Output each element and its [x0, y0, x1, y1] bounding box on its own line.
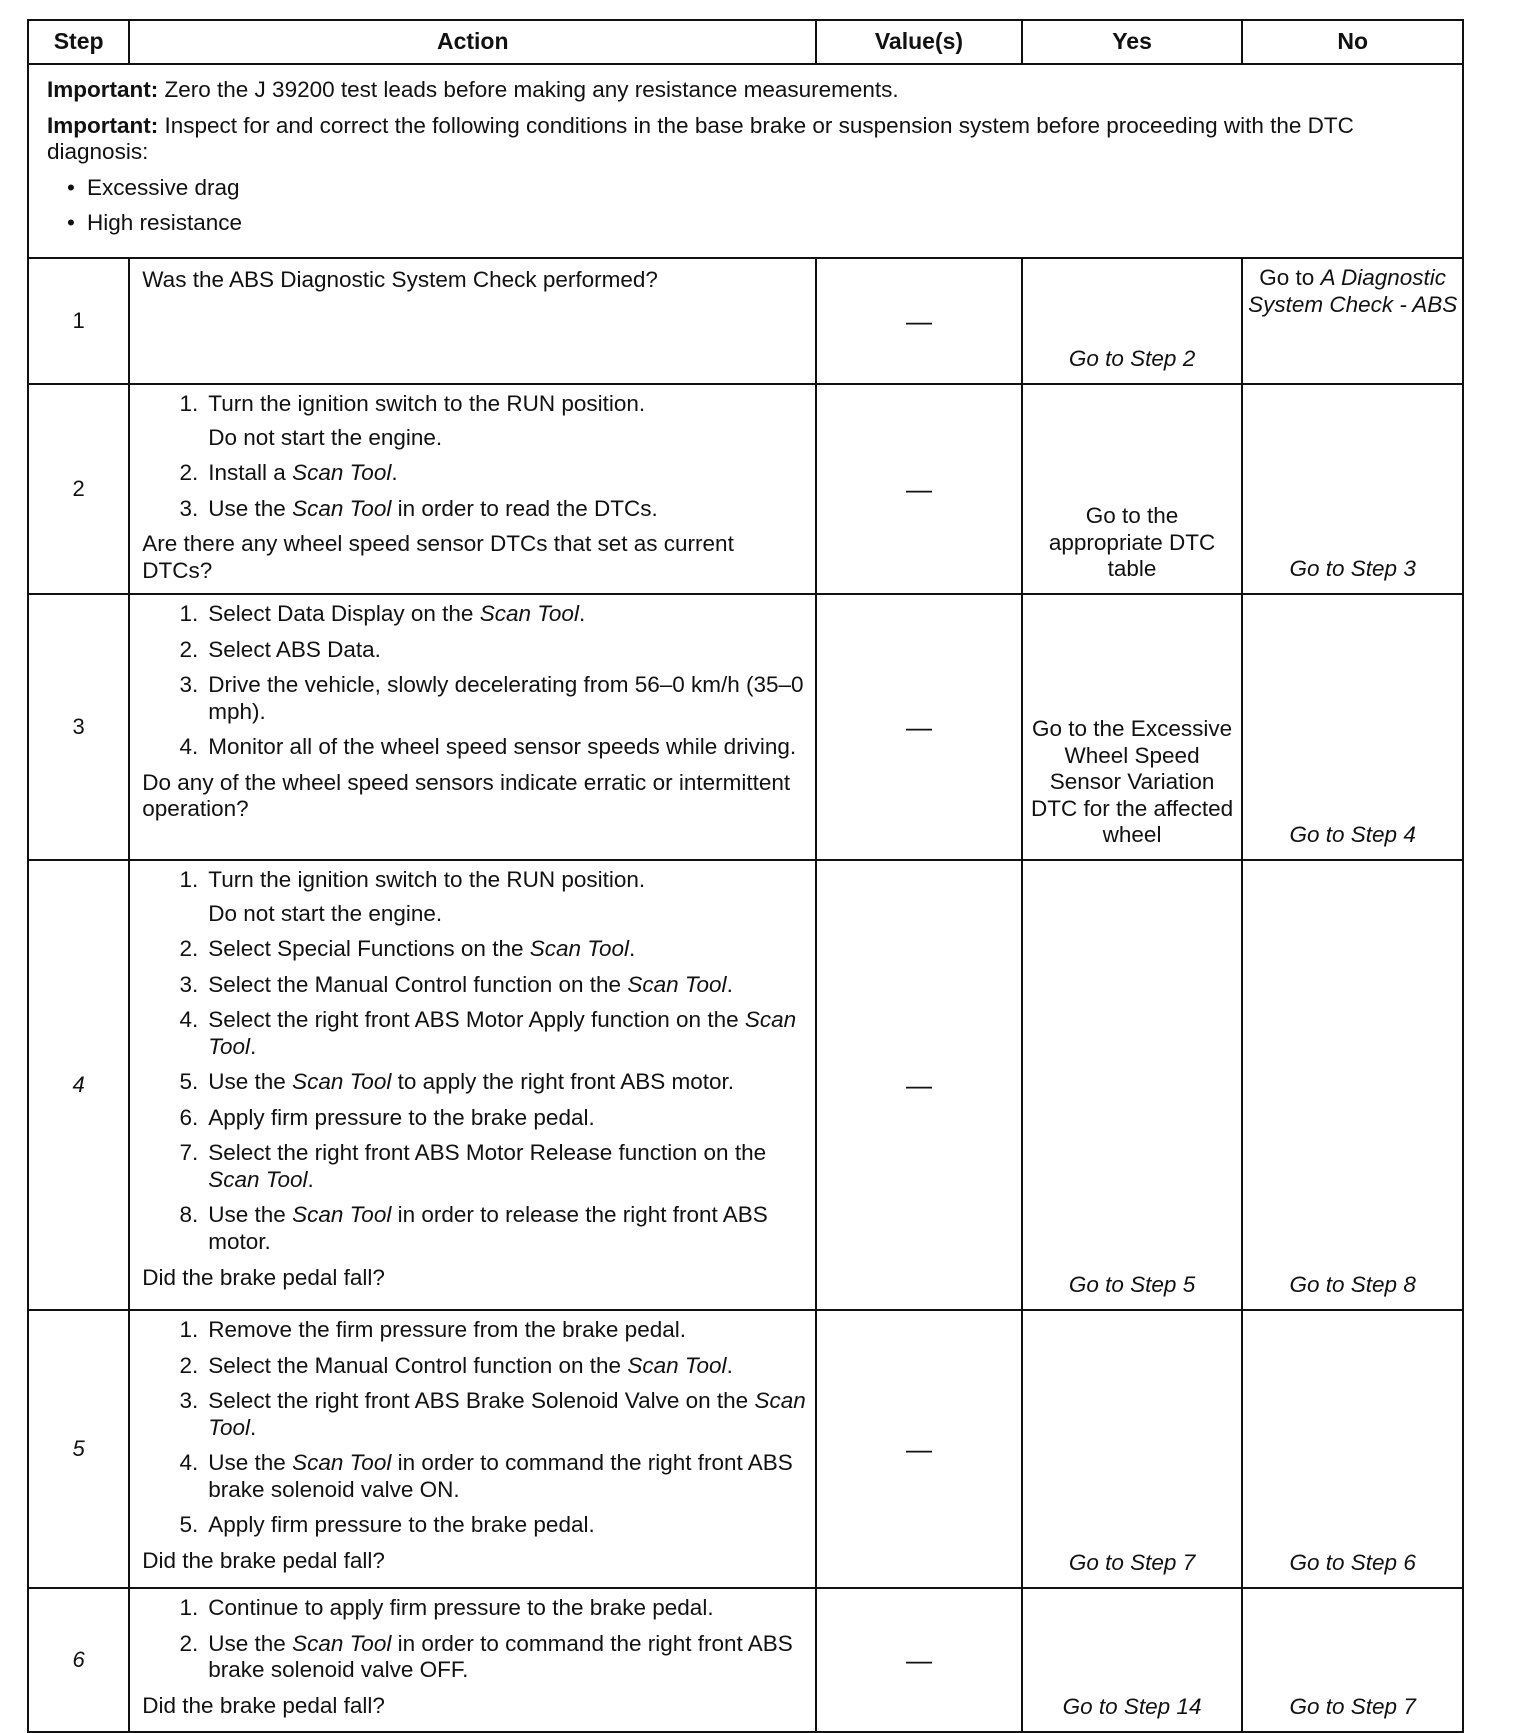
action-list: [142, 391, 807, 522]
header-action: Action: [129, 20, 816, 64]
no-cell: Go to Step 8: [1242, 860, 1463, 1310]
step-number: 5: [28, 1310, 129, 1588]
action-item: 2. Select the Manual Control function on the Scan Tool.: [179, 1352, 733, 1378]
value-cell: —: [816, 860, 1022, 1310]
no-cell: Go to Step 3: [1242, 384, 1463, 594]
important-text: Inspect for and correct the following conditions in the base brake or suspension system before proceeding with the DTC diagnosis:: [47, 112, 1354, 165]
yes-cell: Go to Step 14: [1022, 1588, 1243, 1732]
yes-cell: Go to Step 2: [1022, 258, 1243, 384]
action-item: 1. Turn the ignition switch to the RUN position.: [179, 391, 646, 416]
table-row: [28, 1588, 1463, 1732]
intro-row: [28, 64, 1463, 258]
step-number: 1: [28, 258, 129, 384]
diagnostic-table: [27, 19, 1464, 1733]
action-cell: [129, 1310, 816, 1588]
action-list: [142, 601, 807, 761]
value-cell: —: [816, 1588, 1022, 1732]
table-row: [28, 594, 1463, 860]
action-item: 1. Continue to apply firm pressure to the brake pedal.: [179, 1595, 714, 1620]
action-item: 4. Monitor all of the wheel speed sensor speeds while driving.: [179, 734, 797, 760]
header-no: No: [1242, 20, 1463, 64]
intro-cell: [28, 64, 1463, 258]
action-list: [142, 1317, 807, 1539]
action-list: [142, 867, 807, 1256]
action-cell: [129, 258, 816, 384]
action-item: 3. Select the Manual Control function on the Scan Tool.: [179, 971, 733, 997]
action-item: 1. Turn the ignition switch to the RUN position.: [179, 867, 646, 892]
header-row: [28, 20, 1463, 64]
value-cell: —: [816, 1310, 1022, 1588]
step-number: 4: [28, 860, 129, 1310]
action-item: 6. Apply firm pressure to the brake pedal.: [179, 1104, 595, 1130]
action-item: 3. Use the Scan Tool in order to read the DTCs.: [179, 495, 658, 521]
action-item: 1. Remove the firm pressure from the brake pedal.: [179, 1317, 686, 1342]
table-row: [28, 258, 1463, 384]
yes-cell: Go to Step 7: [1022, 1310, 1243, 1588]
step-number: 2: [28, 384, 129, 594]
no-cell: Go to Step 7: [1242, 1588, 1463, 1732]
no-cell: Go to Step 4: [1242, 594, 1463, 860]
value-cell: —: [816, 384, 1022, 594]
table-row: [28, 384, 1463, 594]
action-item: 1. Select Data Display on the Scan Tool.: [179, 601, 586, 626]
action-item: 5. Use the Scan Tool to apply the right front ABS motor.: [179, 1069, 735, 1095]
condition-item: • High resistance: [67, 210, 1450, 237]
header-values: Value(s): [816, 20, 1022, 64]
no-link-text: A Diagnostic System Check - ABS: [1248, 265, 1458, 317]
step-number: 3: [28, 594, 129, 860]
action-item: 2. Use the Scan Tool in order to command the right front ABS brake solenoid valve OFF.: [179, 1630, 793, 1683]
action-item: 3. Select the right front ABS Brake Solenoid Valve on the Scan Tool.: [179, 1388, 806, 1440]
action-item: 5. Apply firm pressure to the brake pedal.: [179, 1512, 595, 1538]
action-item: 2. Select Special Functions on the Scan Tool.: [179, 936, 636, 962]
important-note-1: [47, 77, 1450, 104]
question-text: Did the brake pedal fall?: [142, 1692, 385, 1718]
action-item: 7. Select the right front ABS Motor Release function on the Scan Tool.: [179, 1140, 767, 1192]
important-note-2: [47, 113, 1450, 166]
action-item: 2. Install a Scan Tool.: [179, 460, 398, 486]
action-subnote: Do not start the engine.: [208, 900, 443, 926]
action-item: 4. Select the right front ABS Motor Apply function on the Scan Tool.: [179, 1007, 797, 1059]
action-item: 2. Select ABS Data.: [179, 636, 381, 662]
important-label: Important:: [47, 77, 159, 102]
value-cell: —: [816, 594, 1022, 860]
action-item: 3. Drive the vehicle, slowly decelerating from 56–0 km/h (35–0 mph).: [179, 672, 804, 724]
action-list: [142, 1595, 807, 1684]
question-text: Did the brake pedal fall?: [142, 1264, 385, 1290]
no-cell: Go to Step 6: [1242, 1310, 1463, 1588]
header-yes: Yes: [1022, 20, 1243, 64]
step-number: 6: [28, 1588, 129, 1732]
no-cell: [1242, 258, 1463, 384]
table-row: [28, 860, 1463, 1310]
question-text: Do any of the wheel speed sensors indicate erratic or intermittent operation?: [142, 769, 791, 822]
value-cell: —: [816, 258, 1022, 384]
important-text: Zero the J 39200 test leads before making any resistance measurements.: [164, 77, 899, 102]
header-step: Step: [28, 20, 129, 64]
yes-cell: Go to Step 5: [1022, 860, 1243, 1310]
action-subnote: Do not start the engine.: [208, 424, 443, 450]
conditions-list: [47, 175, 1450, 237]
yes-cell: Go to the appropriate DTC table: [1022, 384, 1243, 594]
action-cell: [129, 384, 816, 594]
condition-item: • Excessive drag: [67, 175, 1450, 202]
action-cell: [129, 860, 816, 1310]
question-text: Did the brake pedal fall?: [142, 1547, 385, 1573]
important-label: Important:: [47, 112, 159, 138]
yes-cell: Go to the Excessive Wheel Speed Sensor Variation DTC for the affected wheel: [1022, 594, 1243, 860]
question-text: Are there any wheel speed sensor DTCs that set as current DTCs?: [142, 531, 734, 583]
action-item: 8. Use the Scan Tool in order to release the right front ABS motor.: [179, 1202, 768, 1255]
no-prefix: Go to: [1259, 265, 1315, 290]
action-cell: [129, 1588, 816, 1732]
action-item: 4. Use the Scan Tool in order to command the right front ABS brake solenoid valve ON.: [179, 1450, 793, 1502]
action-cell: [129, 594, 816, 860]
table-row: [28, 1310, 1463, 1588]
question-text: Was the ABS Diagnostic System Check performed?: [142, 267, 658, 292]
